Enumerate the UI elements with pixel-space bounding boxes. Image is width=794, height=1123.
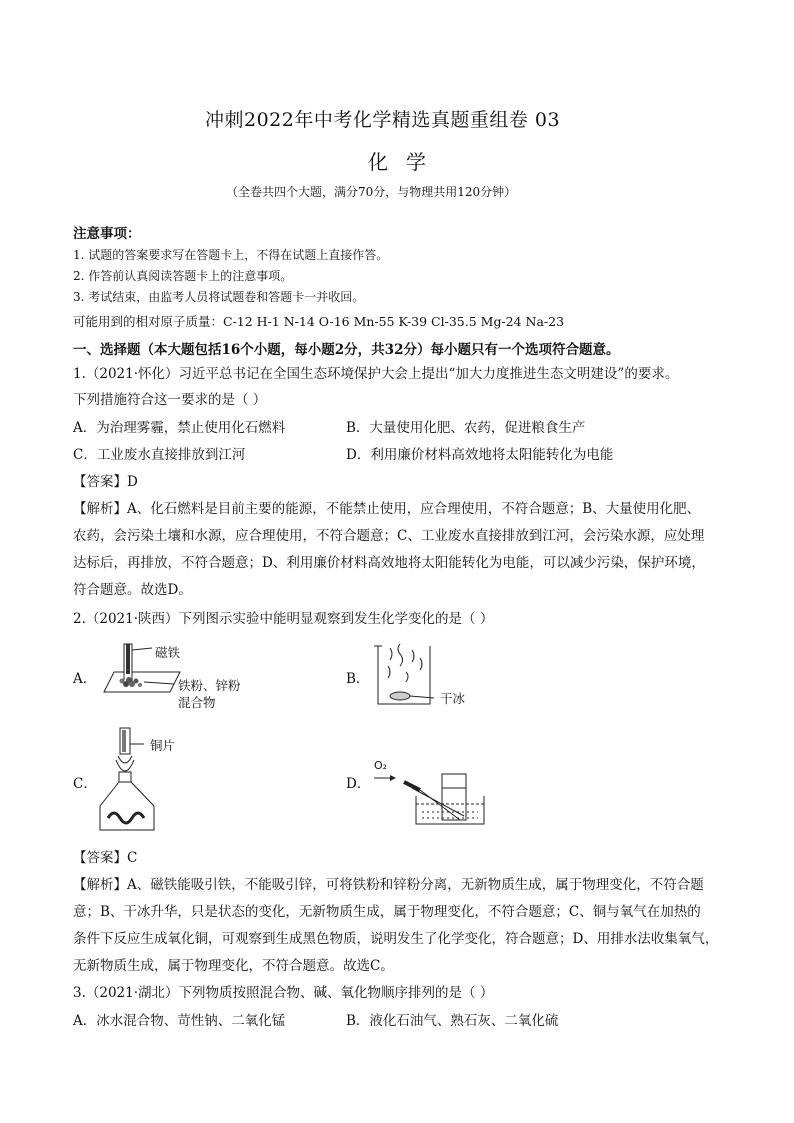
magnet-label: 磁铁 <box>155 645 181 660</box>
notice-item: 2. 作答前认真阅读答题卡上的注意事项。 <box>73 269 293 283</box>
mixture-label: 混合物 <box>178 695 216 710</box>
copper-label: 铜片 <box>150 738 176 753</box>
question-3-option-b: B．液化石油气、熟石灰、二氧化硫 <box>346 1013 559 1029</box>
question-2-analysis-line: 无新物质生成，属于物理变化，不符合题意。故选C。 <box>73 958 394 974</box>
question-1-analysis-line: 【解析】A、化石燃料是目前主要的能源，不能禁止使用，应合理使用，不符合题意；B、大量使用化肥、 <box>73 501 701 517</box>
question-1-option-b: B．大量使用化肥、农药，促进粮食生产 <box>346 420 586 436</box>
page-title: 冲刺2022年中考化学精选真题重组卷 03 <box>205 109 561 131</box>
question-1-answer: 【答案】D <box>73 474 138 490</box>
atomic-masses: 可能用到的相对原子质量：C-12 H-1 N-14 O-16 Mn-55 K-39 Cl-35.5 Mg-24 Na-23 <box>73 314 565 329</box>
question-1-analysis-line: 达标后，再排放，不符合题意；D、利用廉价材料高效地将太阳能转化为电能，可以减少污染，保护环境， <box>73 555 705 571</box>
question-2-option-d: D． <box>346 776 371 792</box>
question-3-option-a: A．冰水混合物、苛性钠、二氧化锰 <box>73 1013 286 1029</box>
question-2-option-b: B． <box>346 671 370 687</box>
exam-info-note: （全卷共四个大题，满分70分，与物理共用120分钟） <box>226 185 517 199</box>
question-3-stem: 3.（2021·湖北）下列物质按照混合物、碱、氧化物顺序排列的是（ ） <box>73 985 494 1001</box>
question-1-option-a: A．为治理雾霾，禁止使用化石燃料 <box>73 420 286 436</box>
question-2-analysis-line: 意；B、干冰升华，只是状态的变化，无新物质生成，属于物理变化，不符合题意；C、铜与氧气在加热的 <box>73 904 701 920</box>
gas-collection-figure <box>372 760 488 826</box>
question-2-answer: 【答案】C <box>73 850 138 866</box>
dry-ice-label: 干冰 <box>440 691 466 706</box>
question-1-stem: 1.（2021·怀化）习近平总书记在全国生态环境保护大会上提出“加大力度推进生态文明建设”的要求。 <box>73 366 679 382</box>
question-1-analysis-line: 农药，会污染土壤和水源，应合理使用，不符合题意；C、工业废水直接排放到江河，会污染水源，应处理 <box>73 528 705 544</box>
question-1-stem-cont: 下列措施符合这一要求的是（ ） <box>73 392 267 408</box>
notices-heading: 注意事项： <box>73 226 141 242</box>
section-heading: 一、选择题（本大题包括16个小题，每小题2分，共32分）每小题只有一个选项符合题意。 <box>73 342 620 358</box>
oxygen-label: O₂ <box>374 759 388 772</box>
question-1-option-c: C．工业废水直接排放到江河 <box>73 447 246 463</box>
notice-item: 1. 试题的答案要求写在答题卡上，不得在试题上直接作答。 <box>73 248 389 262</box>
question-2-option-a: A． <box>73 671 97 687</box>
subject-title: 化学 <box>368 150 444 174</box>
question-1-analysis-line: 符合题意。故选D。 <box>73 582 192 598</box>
dry-ice-beaker-figure <box>370 640 440 708</box>
question-2-option-c: C． <box>73 776 97 792</box>
question-1-option-d: D．利用廉价材料高效地将太阳能转化为电能 <box>346 447 614 463</box>
question-2-analysis-line: 条件下反应生成氧化铜，可观察到生成黑色物质，说明发生了化学变化，符合题意；D、用排水法收集氧气， <box>73 931 719 947</box>
question-2-stem: 2.（2021·陕西）下列图示实验中能明显观察到发生化学变化的是（ ） <box>73 611 494 627</box>
notice-item: 3. 考试结束，由监考人员将试题卷和答题卡一并收回。 <box>73 290 365 304</box>
question-2-analysis-line: 【解析】A、磁铁能吸引铁，不能吸引锌，可将铁粉和锌粉分离，无新物质生成，属于物理变化，不符合题 <box>73 877 704 893</box>
powder-label: 铁粉、锌粉 <box>178 678 241 693</box>
